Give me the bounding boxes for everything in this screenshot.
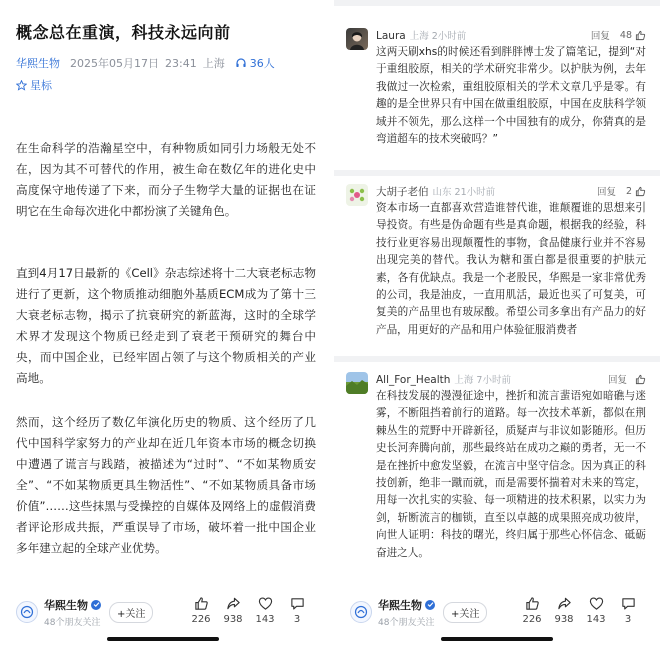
friends-follow-count: 48个朋友关注 — [44, 617, 101, 628]
listen-button[interactable] — [235, 55, 281, 71]
article-paragraph: 在生命科学的浩瀚星空中，有种物质如同引力场般无处不在，因为其不可替代的作用，被生命在数亿年的进化史中高度保守地传递了下来，而分子生物学大量的证据也在证明它在生命每次进化中都扮演了关键角色。 — [16, 141, 316, 218]
comment-icon — [290, 596, 305, 611]
thumbs-up-icon — [525, 596, 540, 611]
share-icon — [557, 596, 572, 611]
comment-count: 3 — [624, 614, 632, 625]
article-panel — [0, 0, 326, 649]
comment-actions — [592, 184, 646, 198]
recommend-count: 143 — [255, 614, 275, 625]
share-count: 938 — [554, 614, 574, 625]
recommend-count: 143 — [586, 614, 606, 625]
verified-icon — [91, 600, 101, 610]
account-logo[interactable] — [16, 601, 38, 623]
heart-icon — [589, 596, 604, 611]
listener-count: 36人 — [249, 57, 275, 70]
comment-location: 上海 2小时前 — [409, 31, 467, 42]
share-count: 938 — [223, 614, 243, 625]
verified-icon — [425, 600, 435, 610]
comment-text: 资本市场一直都喜欢营造谁替代谁，谁颠覆谁的思想来引导投资。有些是伪命题有些是真命题，根据我的经验，科技行业更容易出现颠覆性的事物，食品健康行业并不容易出现完美的替代。我认为糖和蛋白都是很重要的护肤元素，各有优缺点。我是一个老股民，华熙是一家非常优秀的公司，我是油皮，一直用肌活，最近也买了可复美，可复美的产品里也有玻尿酸。希望公司多拿出有产品力的好产品，用更好的产品和用户体验征服消费者 — [376, 202, 646, 336]
friends-follow-count: 48个朋友关注 — [378, 617, 435, 628]
publish-time: 23:41 — [165, 56, 197, 70]
divider — [334, 0, 660, 6]
divider — [334, 356, 660, 362]
article-paragraph: 然而，这个经历了数亿年演化历史的物质、这个经历了几代中国科学家努力的产业却在近几年资本市场的概念切换中遭遇了谎言与践踏，被描述为“过时”、“不如某物质安全”、“不如某物质更具生物活性”、“不如某物质具备市场价值”……这些抹黑与受操控的自媒体及网络上的虚假消费者评论形成共振，严重误导了市场，破坏着一批中国企业多年建立起的全球产业优势。 — [16, 415, 316, 555]
comment-user: All_For_Health — [376, 374, 451, 386]
article-footer — [0, 588, 326, 636]
share-button[interactable] — [548, 596, 580, 625]
comment-actions — [603, 372, 646, 386]
comment-actions — [586, 28, 646, 42]
comment-like-count: 48 — [619, 29, 632, 41]
thumbs-up-icon — [635, 374, 646, 385]
reply-button[interactable]: 回复 — [607, 375, 627, 386]
reply-button[interactable]: 回复 — [596, 187, 616, 198]
avatar[interactable] — [346, 184, 368, 206]
like-count: 226 — [522, 614, 542, 625]
publish-date: 2025年05月17日 — [70, 57, 159, 70]
comment-user: 大胡子老伯 — [376, 186, 429, 198]
like-button[interactable] — [516, 596, 548, 625]
avatar[interactable] — [346, 372, 368, 394]
panel-gap — [326, 0, 334, 649]
like-count: 226 — [191, 614, 211, 625]
thumbs-up-icon — [635, 186, 646, 197]
comment-text: 这两天刷xhs的时候还看到胖胖博士发了篇笔记，提到“对于重组胶原，相关的学术研究非常少。以护肤为例，去年我做过一次检索，重组胶原相关的学术文章几乎是零。有趣的是全世界只有中国在做重组胶原，中国在皮肤科学领域并不领先，那么这样一个中国独有的成分，你猜真的是弯道超车的技术突破吗？” — [376, 46, 646, 146]
star-button[interactable] — [16, 77, 52, 93]
comments-panel — [334, 0, 660, 649]
star-label: 星标 — [30, 79, 52, 92]
comment-button[interactable] — [612, 596, 644, 625]
comment-location: 山东 21小时前 — [432, 187, 496, 198]
author-link[interactable]: 华熙生物 — [16, 57, 60, 70]
comment-username[interactable] — [376, 28, 466, 42]
comment-user: Laura — [376, 30, 406, 42]
recommend-button[interactable] — [249, 596, 281, 625]
heart-icon — [258, 596, 273, 611]
home-indicator — [441, 637, 553, 641]
comment-location: 上海 7小时前 — [454, 375, 511, 386]
stats-row — [185, 596, 313, 625]
comment-count: 3 — [293, 614, 301, 625]
brand-logo-icon — [20, 605, 34, 619]
share-button[interactable] — [217, 596, 249, 625]
comment-button[interactable] — [281, 596, 313, 625]
recommend-button[interactable] — [580, 596, 612, 625]
comment-like-button[interactable] — [632, 374, 646, 385]
thumbs-up-icon — [635, 30, 646, 41]
follow-button[interactable]: +关注 — [109, 602, 153, 623]
share-icon — [226, 596, 241, 611]
publish-location: 上海 — [202, 57, 225, 70]
account-info[interactable] — [378, 597, 435, 628]
comments-footer — [334, 588, 660, 636]
home-indicator — [107, 637, 219, 641]
comment-like-button[interactable] — [615, 30, 646, 41]
reply-button[interactable]: 回复 — [590, 31, 610, 42]
star-icon — [16, 80, 27, 91]
article-meta — [16, 55, 287, 71]
brand-logo-icon — [354, 605, 368, 619]
divider — [334, 170, 660, 176]
headphones-icon — [235, 57, 247, 69]
avatar[interactable] — [346, 28, 368, 50]
thumbs-up-icon — [194, 596, 209, 611]
comment-text: 在科技发展的漫漫征途中，挫折和流言蜚语宛如暗礁与迷雾，不断阻挡着前行的道路。每一次技术革新，都似在荆棘丛生的荒野中开辟新径，质疑声与非议如影随形。但历史长河奔腾向前，那些最终站在成功之巅的勇者，无一不是在挫折中愈发坚毅，在流言中坚守信念。因为真正的科技创新，绝非一蹴而就，而是需要怀揣着对未来的笃定，用每一次扎实的实验、每一项精进的技术积累，以实力为剑，斩断流言的枷锁，直至以卓越的成果照亮成功彼岸，向世人证明：科技的曙光，终归属于那些心怀信念、砥砺奋进之人。 — [376, 390, 646, 559]
account-info[interactable] — [44, 597, 101, 628]
article-title: 概念总在重演，科技永远向前 — [16, 23, 231, 42]
account-logo[interactable] — [350, 601, 372, 623]
follow-button[interactable]: +关注 — [443, 602, 487, 623]
comment-icon — [621, 596, 636, 611]
article-paragraph: 直到4月17日最新的《Cell》杂志综述将十二大衰老标志物进行了更新，这个物质推动细胞外基质ECM成为了第十三大衰老标志物，揭示了抗衰研究的新蓝海，这时的全球学术界才发现这个物质已经走到了衰老干预研究的舞台中央，而中国企业，已经牢固占领了与这个物质相关的产业高地。 — [16, 266, 316, 385]
account-name: 华熙生物 — [378, 598, 422, 612]
account-name: 华熙生物 — [44, 598, 88, 612]
comment-like-count: 2 — [625, 185, 632, 197]
comment-like-button[interactable] — [621, 186, 646, 197]
like-button[interactable] — [185, 596, 217, 625]
comment-username[interactable] — [376, 184, 495, 199]
comment-username[interactable] — [376, 372, 511, 386]
stats-row — [516, 596, 644, 625]
